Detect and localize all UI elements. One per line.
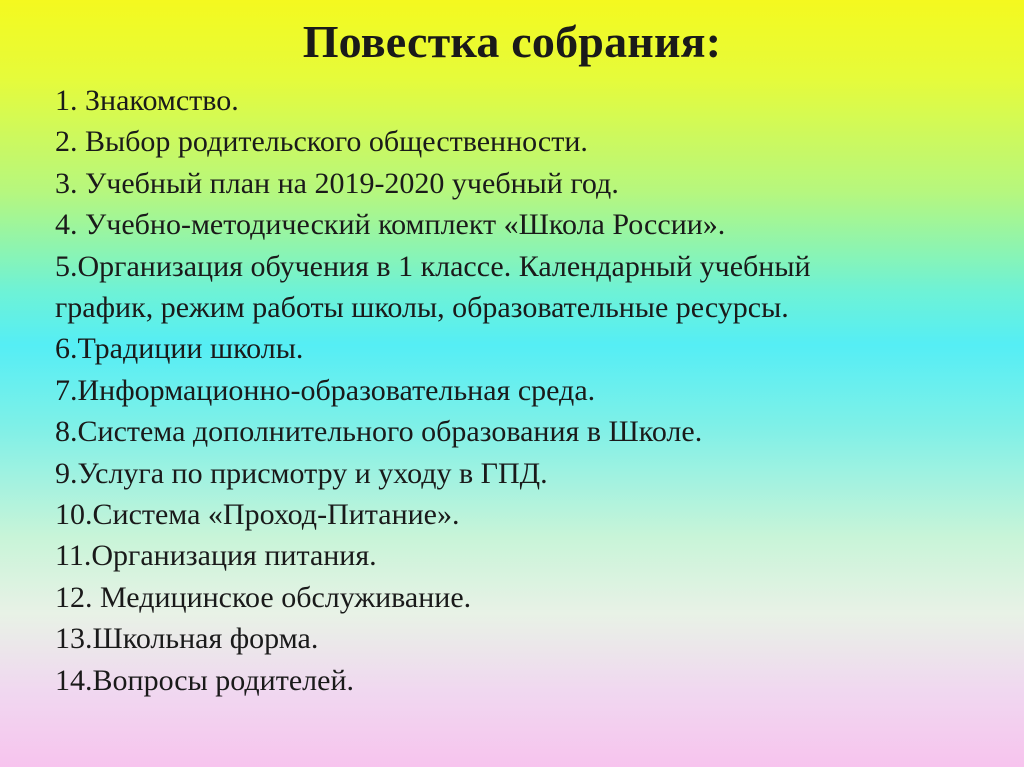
agenda-item-3: 3. Учебный план на 2019-2020 учебный год.	[55, 166, 619, 200]
agenda-item-13: 13.Школьная форма.	[55, 622, 319, 656]
agenda-item-10: 10.Система «Проход-Питание».	[55, 498, 460, 532]
agenda-item-14: 14.Вопросы родителей.	[55, 663, 355, 697]
agenda-item-5-line-2: график, режим работы школы, образовательные ресурсы.	[55, 291, 789, 325]
slide-title: Повестка собрания:	[302, 16, 722, 67]
agenda-item-1: 1. Знакомство.	[55, 84, 239, 117]
agenda-item-9: 9.Услуга по присмотру и уходу в ГПД.	[55, 456, 548, 490]
agenda-item-7: 7.Информационно-образовательная среда.	[55, 373, 596, 407]
agenda-item-4: 4. Учебно-методический комплект «Школа России».	[55, 208, 726, 242]
agenda-item-2: 2. Выбор родительского общественности.	[55, 125, 588, 159]
agenda-item-11: 11.Организация питания.	[55, 539, 377, 573]
agenda-item-12: 12. Медицинское обслуживание.	[55, 580, 472, 614]
agenda-item-8: 8.Система дополнительного образования в Школе.	[55, 415, 703, 449]
agenda-list	[55, 80, 955, 701]
agenda-item-5-line-1: 5.Организация обучения в 1 классе. Календарный учебный	[55, 249, 811, 283]
agenda-item-6: 6.Традиции школы.	[55, 332, 304, 366]
